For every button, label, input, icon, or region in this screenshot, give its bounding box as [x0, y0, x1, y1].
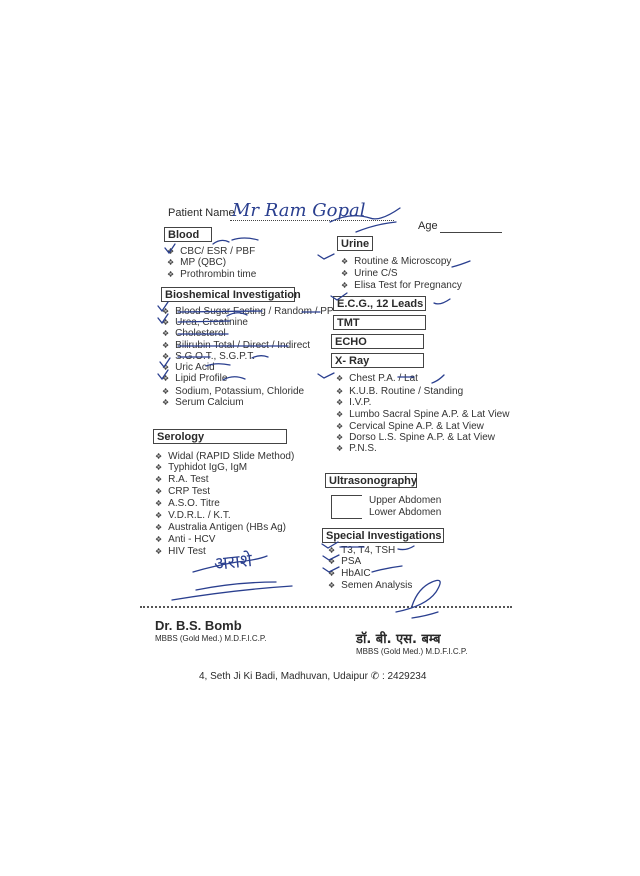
- list-item: ❖ Sodium, Potassium, Chloride: [162, 386, 305, 397]
- diamond-bullet-icon: ❖: [336, 374, 344, 383]
- diamond-bullet-icon: ❖: [155, 487, 163, 496]
- diamond-bullet-icon: ❖: [155, 463, 163, 472]
- diamond-bullet-icon: ❖: [341, 281, 349, 290]
- diamond-bullet-icon: ❖: [328, 546, 336, 555]
- diamond-bullet-icon: ❖: [155, 523, 163, 532]
- section-blood-title: Blood: [164, 227, 212, 242]
- doctor-name-en: Dr. B.S. Bomb: [155, 618, 242, 633]
- list-item: ❖ MP (QBC): [167, 257, 227, 268]
- handwritten-note: अराशे: [213, 550, 254, 575]
- list-item: ❖ S.G.O.T., S.G.P.T.: [162, 351, 256, 362]
- list-item: ❖ Cholesterol: [162, 328, 226, 339]
- patient-name-label: Patient Name: [168, 207, 235, 219]
- diamond-bullet-icon: ❖: [336, 433, 344, 442]
- diamond-bullet-icon: ❖: [162, 307, 170, 316]
- phone-icon: ✆: [370, 671, 380, 682]
- doctor-qual-en: MBBS (Gold Med.) M.D.F.I.C.P.: [155, 634, 267, 643]
- diamond-bullet-icon: ❖: [155, 535, 163, 544]
- diamond-bullet-icon: ❖: [155, 511, 163, 520]
- clinic-address: 4, Seth Ji Ki Badi, Madhuvan, Udaipur: [199, 671, 368, 682]
- list-item: ❖ Chest P.A. / Lat: [336, 373, 418, 384]
- list-item: ❖ Australia Antigen (HBs Ag): [155, 522, 287, 533]
- section-ecg-title: E.C.G., 12 Leads: [333, 296, 426, 311]
- list-item: ❖ Anti - HCV: [155, 534, 216, 545]
- list-item: ❖ I.V.P.: [336, 397, 372, 408]
- diamond-bullet-icon: ❖: [167, 270, 175, 279]
- list-item: ❖ Uric Acid: [162, 362, 215, 373]
- diamond-bullet-icon: ❖: [167, 247, 175, 256]
- usg-upper-abdomen: Upper Abdomen: [369, 495, 442, 506]
- list-item: ❖ HbAIC: [328, 568, 371, 579]
- list-item: ❖ Typhidot IgG, IgM: [155, 462, 248, 473]
- section-tmt-title: TMT: [333, 315, 426, 330]
- section-serology-title: Serology: [153, 429, 287, 444]
- list-item: ❖ P.N.S.: [336, 443, 377, 454]
- diamond-bullet-icon: ❖: [328, 557, 336, 566]
- diamond-bullet-icon: ❖: [155, 452, 163, 461]
- check-mark-icon: [158, 314, 168, 323]
- diamond-bullet-icon: ❖: [162, 329, 170, 338]
- diamond-bullet-icon: ❖: [328, 569, 336, 578]
- list-item: ❖ Lipid Profile: [162, 373, 228, 384]
- list-item: ❖ A.S.O. Titre: [155, 498, 220, 509]
- list-item: ❖ Urea, Creatinine: [162, 317, 248, 328]
- check-mark-icon: [158, 302, 168, 311]
- diamond-bullet-icon: ❖: [155, 475, 163, 484]
- list-item: ❖ Urine C/S: [341, 268, 398, 279]
- list-item: ❖ Routine & Microscopy: [341, 256, 452, 267]
- list-item: ❖ Semen Analysis: [328, 580, 413, 591]
- list-item: ❖ R.A. Test: [155, 474, 209, 485]
- list-item: ❖ V.D.R.L. / K.T.: [155, 510, 231, 521]
- section-biochemical-title: Bioshemical Investigation: [161, 287, 295, 302]
- section-special-title: Special Investigations: [322, 528, 444, 543]
- diamond-bullet-icon: ❖: [336, 398, 344, 407]
- list-item: ❖ Widal (RAPID Slide Method): [155, 451, 295, 462]
- diamond-bullet-icon: ❖: [162, 398, 170, 407]
- diamond-bullet-icon: ❖: [336, 410, 344, 419]
- diamond-bullet-icon: ❖: [162, 352, 170, 361]
- list-item: ❖ Lumbo Sacral Spine A.P. & Lat View: [336, 409, 510, 420]
- list-item: ❖ K.U.B. Routine / Standing: [336, 386, 464, 397]
- list-item: ❖ CRP Test: [155, 486, 211, 497]
- section-usg-title: Ultrasonography: [325, 473, 417, 488]
- list-item: ❖ CBC/ ESR / PBF: [167, 246, 256, 257]
- section-xray-title: X- Ray: [331, 353, 424, 368]
- section-echo-title: ECHO: [331, 334, 424, 349]
- doctor-name-hi: डॉ. बी. एस. बम्ब: [356, 632, 441, 647]
- usg-lower-abdomen: Lower Abdomen: [369, 507, 442, 518]
- list-item: ❖ Elisa Test for Pregnancy: [341, 280, 462, 291]
- list-item: ❖ Prothrombin time: [167, 269, 257, 280]
- diamond-bullet-icon: ❖: [162, 318, 170, 327]
- check-mark-icon: [158, 370, 168, 379]
- list-item: ❖ Dorso L.S. Spine A.P. & Lat View: [336, 432, 496, 443]
- doctor-qual-hi: MBBS (Gold Med.) M.D.F.I.C.P.: [356, 647, 468, 656]
- diamond-bullet-icon: ❖: [336, 422, 344, 431]
- diamond-bullet-icon: ❖: [155, 499, 163, 508]
- list-item: ❖ Bilirubin Total / Direct / Indirect: [162, 340, 311, 351]
- list-item: ❖ Cervical Spine A.P. & Lat View: [336, 421, 484, 432]
- check-mark-icon: [165, 244, 175, 253]
- diamond-bullet-icon: ❖: [162, 341, 170, 350]
- diamond-bullet-icon: ❖: [336, 444, 344, 453]
- list-item: ❖ Serum Calcium: [162, 397, 244, 408]
- list-item: ❖ PSA: [328, 556, 362, 567]
- diamond-bullet-icon: ❖: [162, 374, 170, 383]
- patient-name-handwritten: Mr Ram Gopal: [232, 200, 366, 221]
- age-label: Age: [418, 220, 438, 232]
- check-mark-icon: [160, 358, 170, 367]
- section-urine-title: Urine: [337, 236, 373, 251]
- diamond-bullet-icon: ❖: [162, 387, 170, 396]
- diamond-bullet-icon: ❖: [155, 547, 163, 556]
- list-item: ❖ HIV Test: [155, 546, 206, 557]
- diamond-bullet-icon: ❖: [341, 269, 349, 278]
- list-item: ❖ Blood Sugar Fasting / Random / PP: [162, 306, 334, 317]
- diamond-bullet-icon: ❖: [328, 581, 336, 590]
- clinic-phone: : 2429234: [381, 671, 427, 682]
- list-item: ❖ T3, T4, TSH: [328, 545, 396, 556]
- diamond-bullet-icon: ❖: [336, 387, 344, 396]
- diamond-bullet-icon: ❖: [162, 363, 170, 372]
- diamond-bullet-icon: ❖: [167, 258, 175, 267]
- diamond-bullet-icon: ❖: [341, 257, 349, 266]
